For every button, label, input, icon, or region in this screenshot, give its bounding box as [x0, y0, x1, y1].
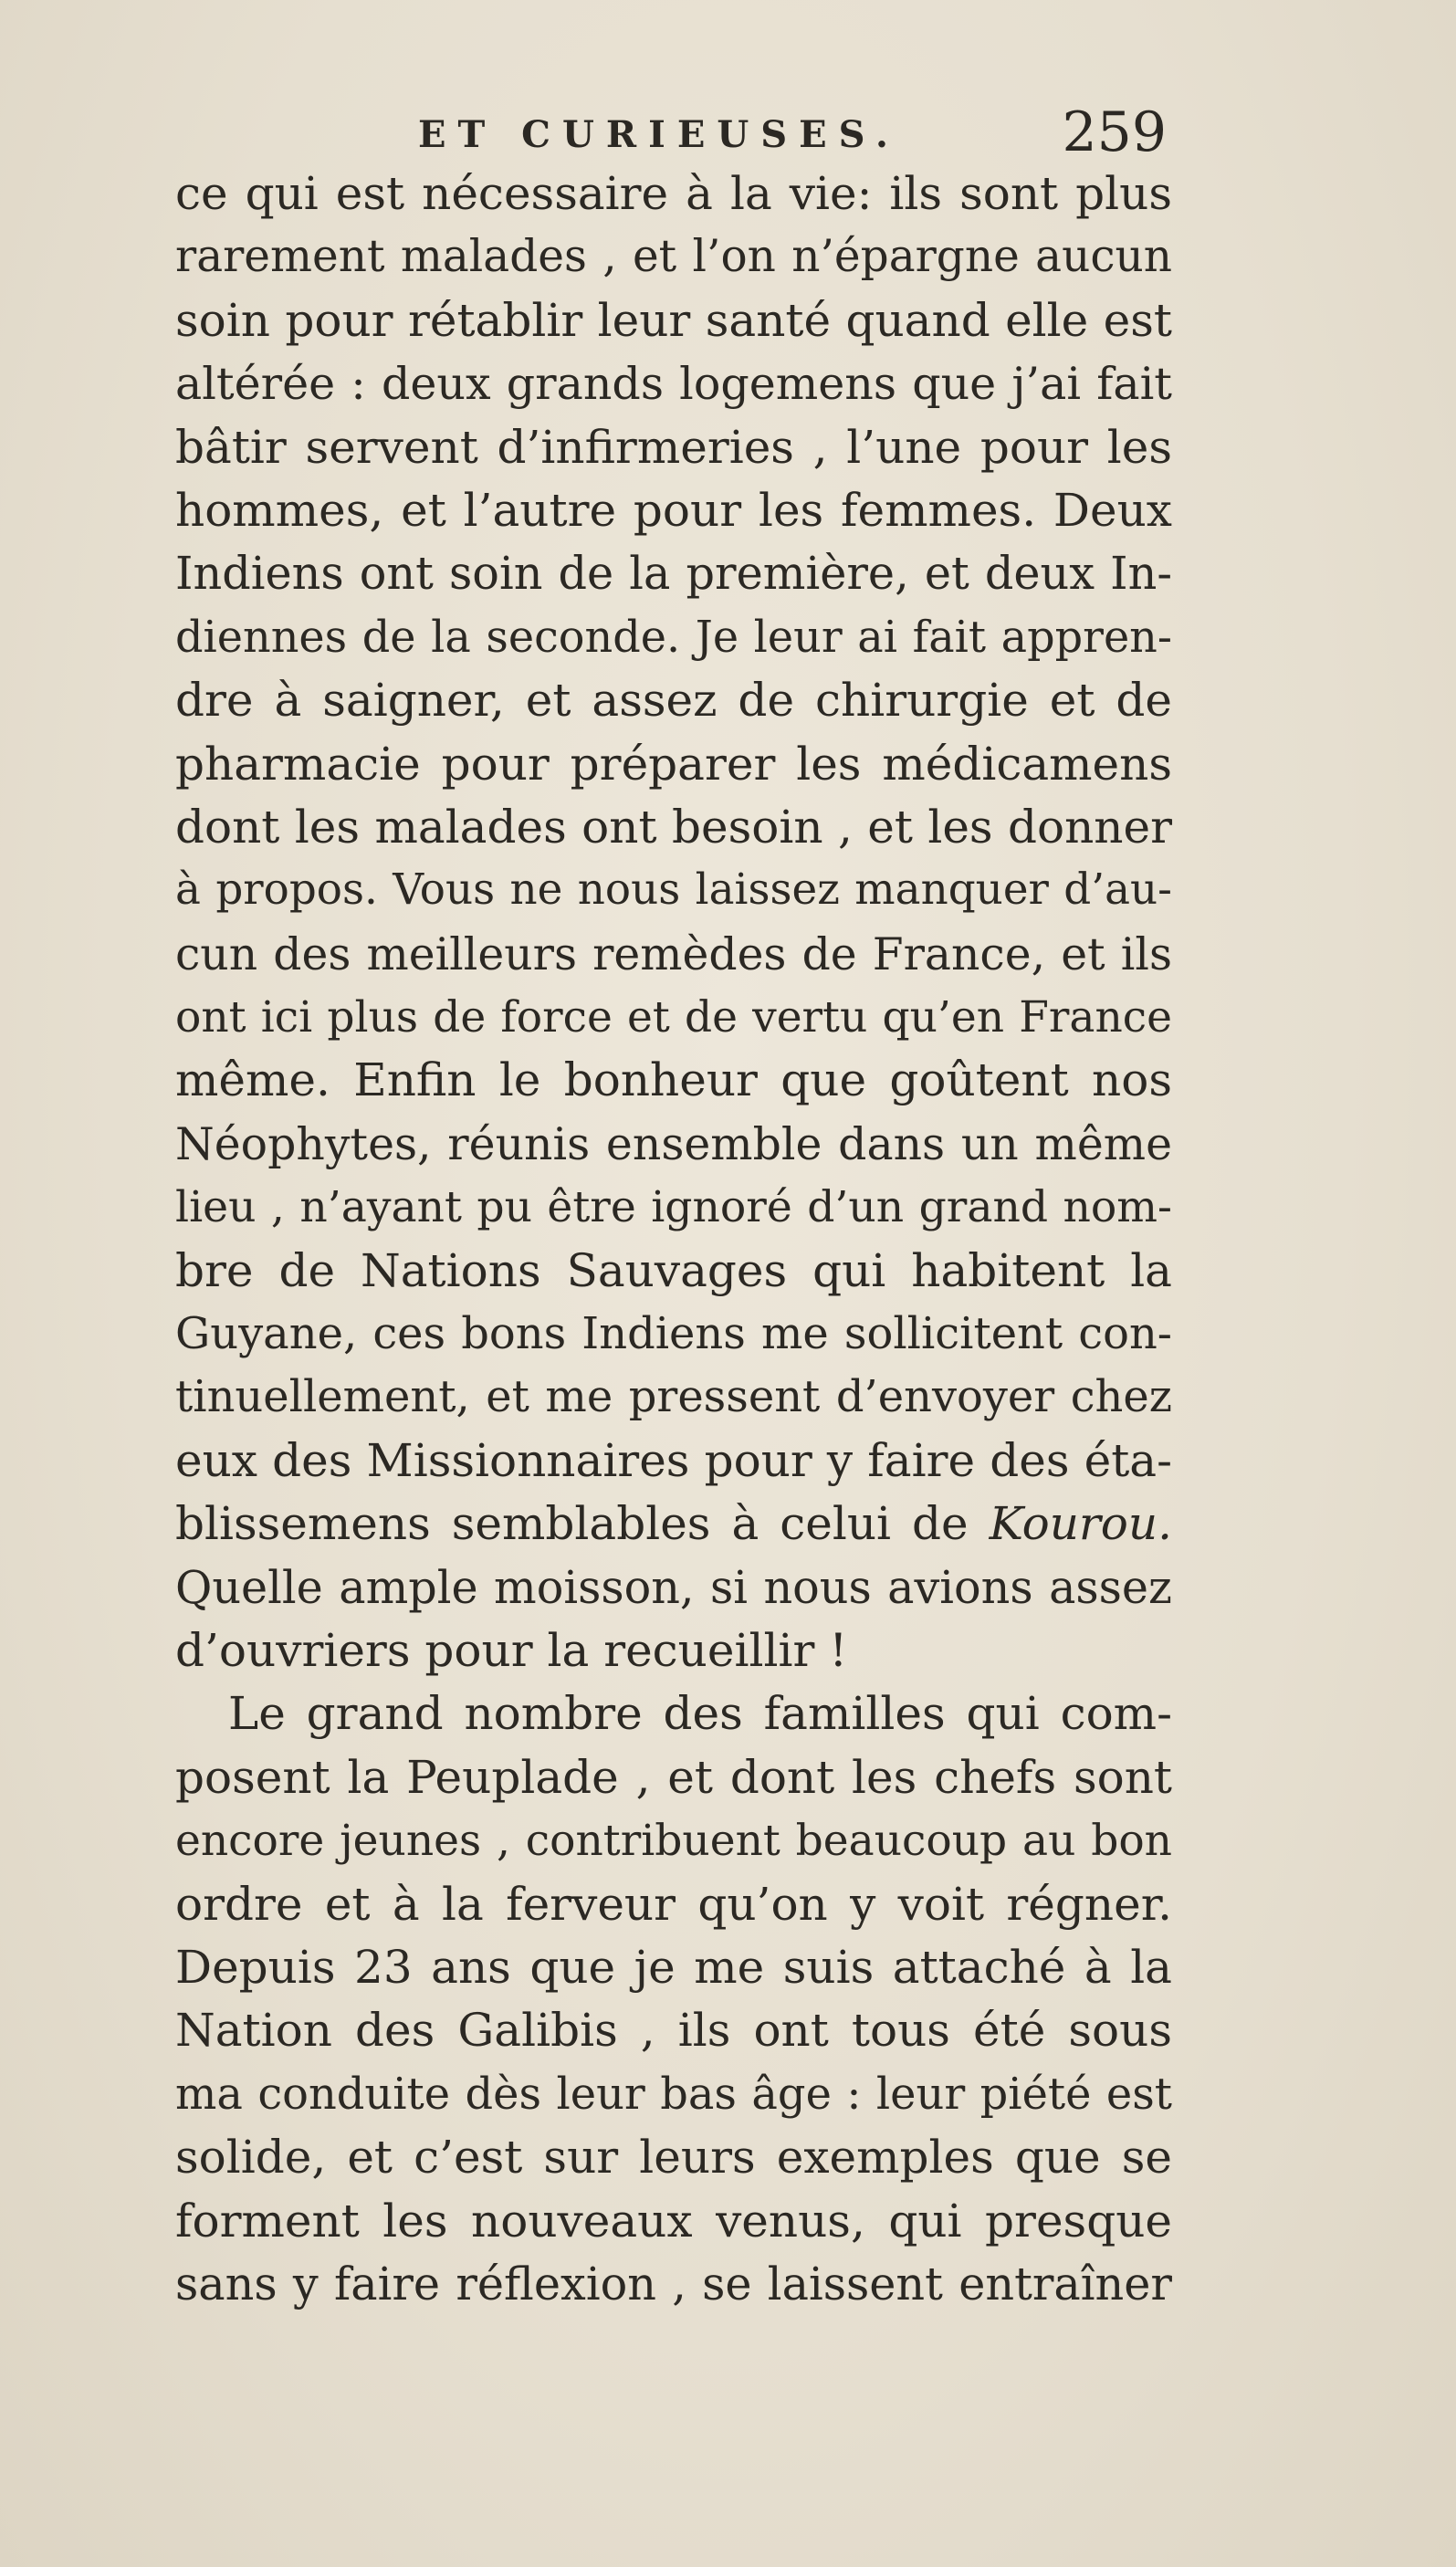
- text-line: ordre et à la ferveur qu’on y voit régner.: [175, 1877, 1172, 1931]
- paragraph-start-line: Le grand nombre des familles qui com-: [228, 1687, 1172, 1741]
- text-line: Depuis 23 ans que je me suis attaché à la: [175, 1940, 1172, 1994]
- text-line: Nation des Galibis , ils ont tous été sous: [175, 2004, 1172, 2058]
- text-line: forment les nouveaux venus, qui presque: [175, 2194, 1172, 2247]
- text-line: même. Enfin le bonheur que goûtent nos: [175, 1053, 1172, 1107]
- text-line: Indiens ont soin de la première, et deux In-: [175, 547, 1172, 601]
- text-line: à propos. Vous ne nous laissez manquer d’au-: [175, 865, 1172, 916]
- text-line: ont ici plus de force et de vertu qu’en France: [175, 992, 1172, 1043]
- text-line: hommes, et l’autre pour les femmes. Deux: [175, 483, 1172, 537]
- text-line: rarement malades , et l’on n’épargne aucun: [175, 231, 1172, 283]
- running-head: [418, 100, 1167, 164]
- text-line: soin pour rétablir leur santé quand elle est: [175, 293, 1172, 347]
- text-line: posent la Peuplade , et dont les chefs sont: [175, 1750, 1172, 1804]
- text-line: ce qui est nécessaire à la vie: ils sont plus: [175, 167, 1172, 220]
- text-line-with-place-name: [175, 1493, 1172, 1556]
- text-line: pharmacie pour préparer les médicamens: [175, 737, 1172, 791]
- text-line: altérée : deux grands logemens que j’ai fait: [175, 357, 1172, 411]
- text-line: Néophytes, réunis ensemble dans un même: [175, 1117, 1172, 1170]
- text-line: Quelle ample moisson, si nous avions assez: [175, 1560, 1172, 1614]
- text-line: dont les malades ont besoin , et les donner: [175, 800, 1172, 854]
- page-number: 259: [1062, 100, 1167, 164]
- place-name-kourou: Kourou.: [989, 1497, 1172, 1551]
- body-text: [175, 162, 1172, 2316]
- text-line: eux des Missionnaires pour y faire des éta-: [175, 1433, 1172, 1487]
- text-line: bâtir servent d’infirmeries , l’une pour les: [175, 420, 1172, 474]
- text-line: solide, et c’est sur leurs exemples que se: [175, 2131, 1172, 2185]
- running-title: ET CURIEUSES.: [418, 113, 900, 156]
- text-line: diennes de la seconde. Je leur ai fait appren-: [175, 612, 1172, 663]
- text-line: bre de Nations Sauvages qui habitent la: [175, 1243, 1172, 1297]
- text-line: tinuellement, et me pressent d’envoyer chez: [175, 1372, 1172, 1423]
- text-line: Guyane, ces bons Indiens me sollicitent con-: [175, 1309, 1172, 1360]
- paragraph-end-line: d’ouvriers pour la recueillir !: [175, 1623, 848, 1677]
- text-segment: blissemens semblables à celui de: [175, 1497, 969, 1551]
- text-line: lieu , n’ayant pu être ignoré d’un grand nom-: [175, 1182, 1172, 1233]
- text-line: encore jeunes , contribuent beaucoup au bon: [175, 1816, 1172, 1867]
- text-line: sans y faire réflexion , se laissent entraîner: [175, 2257, 1172, 2310]
- text-line: cun des meilleurs remèdes de France, et ils: [175, 927, 1172, 980]
- text-line: ma conduite dès leur bas âge : leur piété est: [175, 2069, 1172, 2120]
- text-line: dre à saigner, et assez de chirurgie et de: [175, 674, 1172, 728]
